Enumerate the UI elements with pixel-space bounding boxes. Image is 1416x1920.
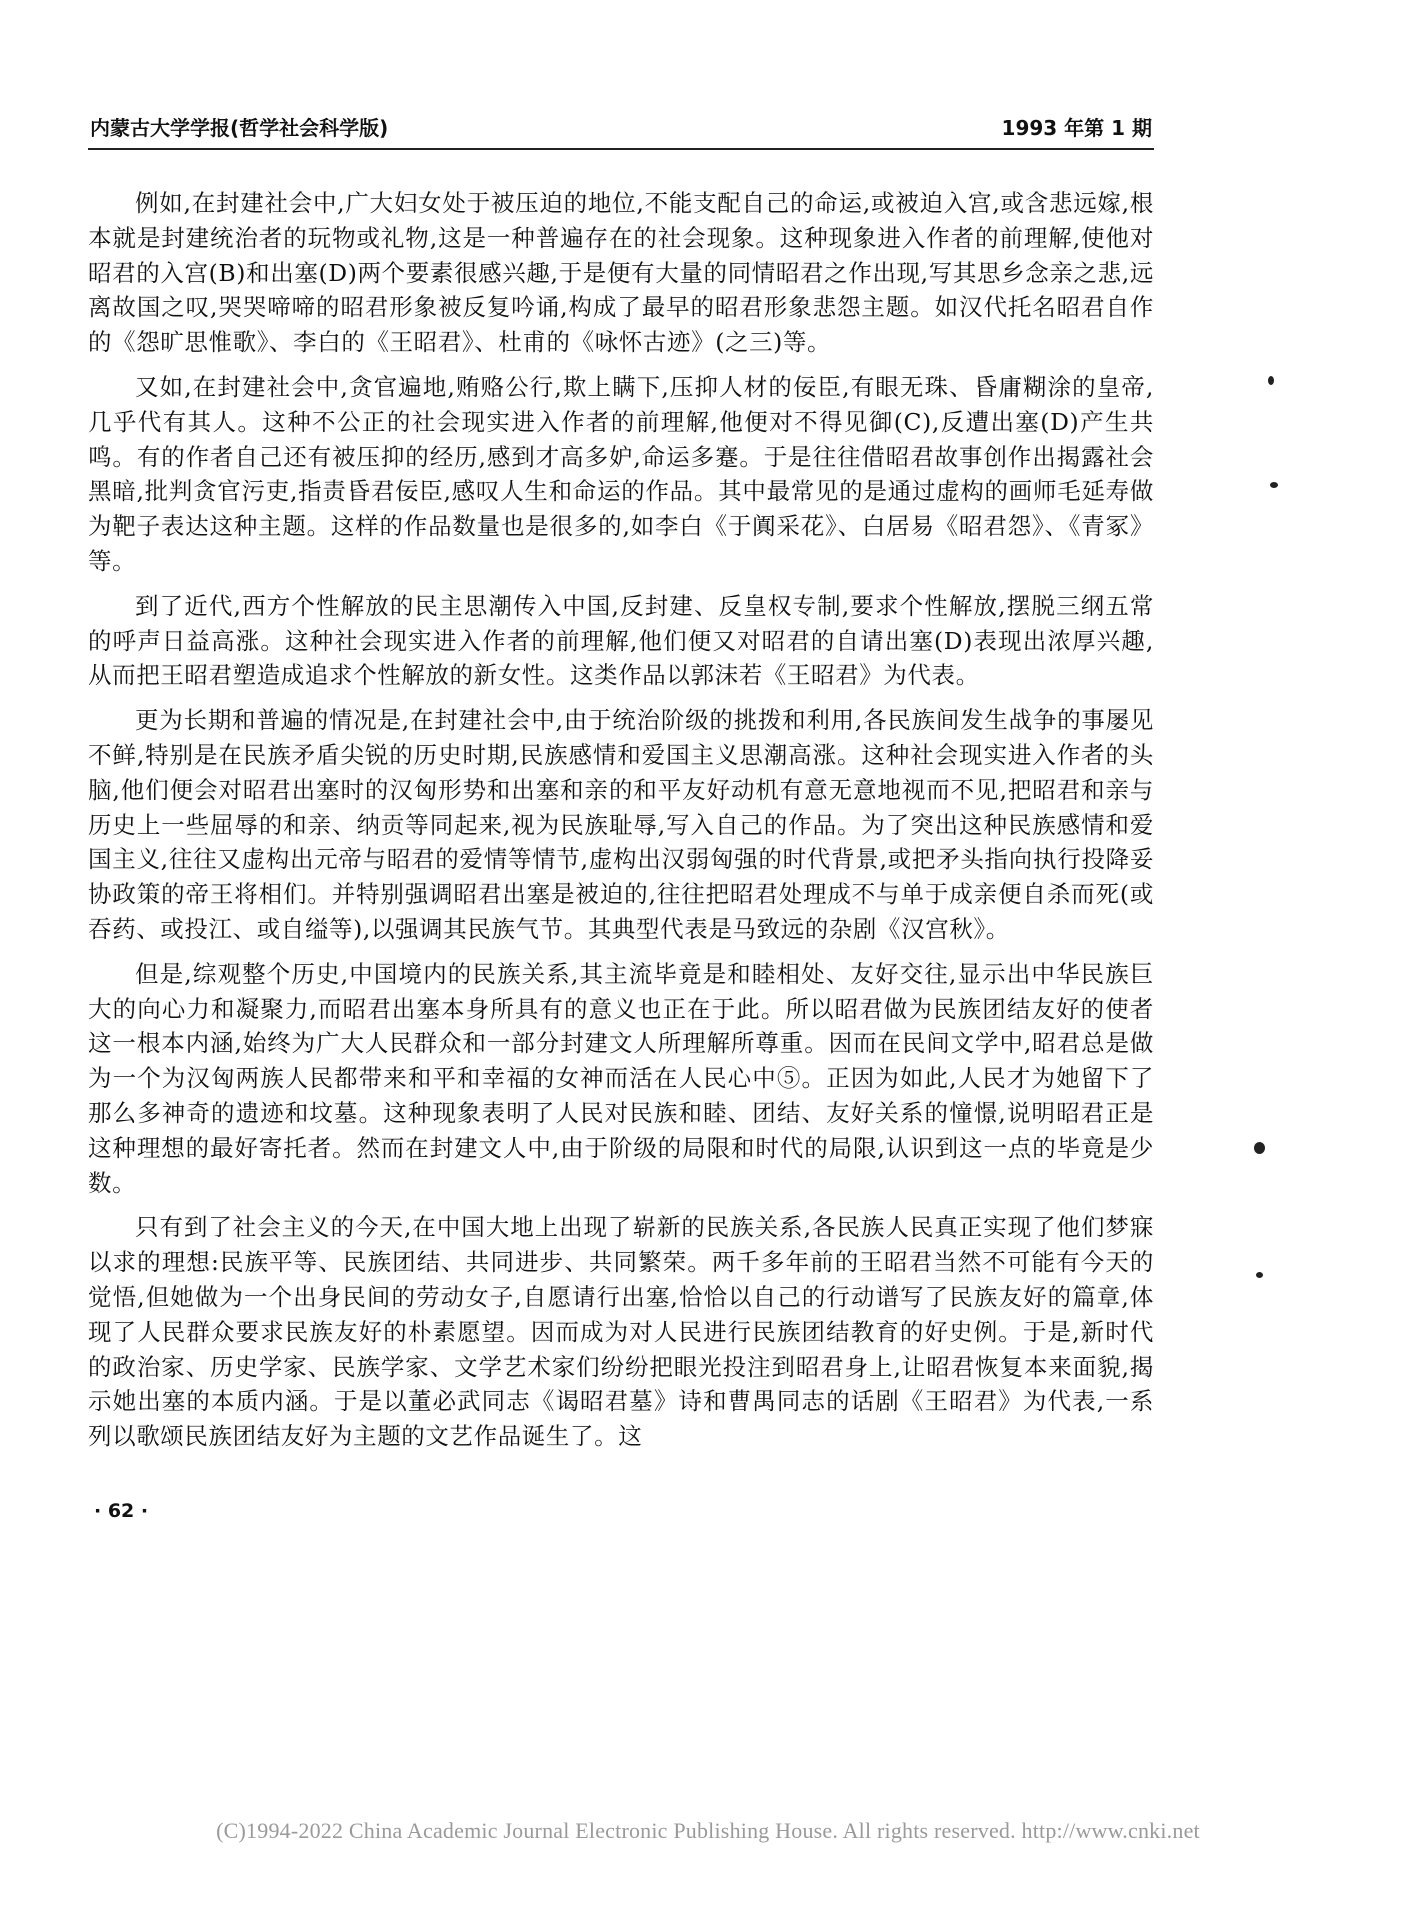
scan-speck xyxy=(1256,1272,1263,1278)
journal-title: 内蒙古大学学报(哲学社会科学版) xyxy=(90,116,389,140)
paragraph: 例如,在封建社会中,广大妇女处于被压迫的地位,不能支配自己的命运,或被迫入宫,或含悲远嫁,根本就是封建统治者的玩物或礼物,这是一种普遍存在的社会现象。这种现象进入作者的前理解,使他对昭君的入宫(B)和出塞(D)两个要素很感兴趣,于是便有大量的同情昭君之作出现,写其思乡念亲之悲,远离故国之叹,哭哭啼啼的昭君形象被反复吟诵,构成了最早的昭君形象悲怨主题。如汉代托名昭君自作的《怨旷思惟歌》、李白的《王昭君》、杜甫的《咏怀古迹》(之三)等。 xyxy=(88,189,1154,357)
paragraph: 更为长期和普遍的情况是,在封建社会中,由于统治阶级的挑拨和利用,各民族间发生战争的事屡见不鲜,特别是在民族矛盾尖锐的历史时期,民族感情和爱国主义思潮高涨。这种社会现实进入作者的头脑,他们便会对昭君出塞时的汉匈形势和出塞和亲的和平友好动机有意无意地视而不见,把昭君和亲与历史上一些屈辱的和亲、纳贡等同起来,视为民族耻辱,写入自己的作品。为了突出这种民族感情和爱国主义,往往又虚构出元帝与昭君的爱情等情节,虚构出汉弱匈强的时代背景,或把矛头指向执行投降妥协政策的帝王将相们。并特别强调昭君出塞是被迫的,往往把昭君处理成不与单于成亲便自杀而死(或吞药、或投江、或自缢等),以强调其民族气节。其典型代表是马致远的杂剧《汉宫秋》。 xyxy=(88,706,1154,943)
paragraph: 到了近代,西方个性解放的民主思潮传入中国,反封建、反皇权专制,要求个性解放,摆脱三纲五常的呼声日益高涨。这种社会现实进入作者的前理解,他们便又对昭君的自请出塞(D)表现出浓厚兴趣,从而把王昭君塑造成追求个性解放的新女性。这类作品以郭沫若《王昭君》为代表。 xyxy=(88,591,1154,690)
page-number: · 62 · xyxy=(94,1500,149,1522)
paragraph: 只有到了社会主义的今天,在中国大地上出现了崭新的民族关系,各民族人民真正实现了他们梦寐以求的理想:民族平等、民族团结、共同进步、共同繁荣。两千多年前的王昭君当然不可能有今天的觉悟,但她做为一个出身民间的劳动女子,自愿请行出塞,恰恰以自己的行动谱写了民族友好的篇章,体现了人民群众要求民族友好的朴素愿望。因而成为对人民进行民族团结教育的好史例。于是,新时代的政治家、历史学家、民族学家、文学艺术家们纷纷把眼光投注到昭君身上,让昭君恢复本来面貌,揭示她出塞的本质内涵。于是以董必武同志《谒昭君墓》诗和曹禺同志的话剧《王昭君》为代表,一系列以歌颂民族团结友好为主题的文艺作品诞生了。这 xyxy=(88,1213,1154,1451)
copyright-footer: (C)1994-2022 China Academic Journal Electronic Publishing House. All rights reserved. http://www.cnki.net xyxy=(216,1818,1200,1843)
scan-speck xyxy=(1254,1142,1265,1154)
header-rule xyxy=(88,148,1154,150)
article-body xyxy=(88,186,1154,1464)
paragraph: 但是,综观整个历史,中国境内的民族关系,其主流毕竟是和睦相处、友好交往,显示出中华民族巨大的向心力和凝聚力,而昭君出塞本身所具有的意义也正在于此。所以昭君做为民族团结友好的使者这一根本内涵,始终为广大人民群众和一部分封建文人所理解所尊重。因而在民间文学中,昭君总是做为一个为汉匈两族人民都带来和平和幸福的女神而活在人民心中⑤。正因为如此,人民才为她留下了那么多神奇的遗迹和坟墓。这种现象表明了人民对民族和睦、团结、友好关系的憧憬,说明昭君正是这种理想的最好寄托者。然而在封建文人中,由于阶级的局限和时代的局限,认识到这一点的毕竟是少数。 xyxy=(88,959,1154,1197)
scan-speck xyxy=(1270,482,1278,488)
issue-label: 1993 年第 1 期 xyxy=(1001,116,1152,140)
running-header xyxy=(90,112,1152,142)
scan-speck xyxy=(1268,376,1274,385)
paragraph: 又如,在封建社会中,贪官遍地,贿赂公行,欺上瞒下,压抑人材的佞臣,有眼无珠、昏庸糊涂的皇帝,几乎代有其人。这种不公正的社会现实进入作者的前理解,他便对不得见御(C),反遭出塞(D)产生共鸣。有的作者自己还有被压抑的经历,感到才高多妒,命运多蹇。于是往往借昭君故事创作出揭露社会黑暗,批判贪官污吏,指责昏君佞臣,感叹人生和命运的作品。其中最常见的是通过虚构的画师毛延寿做为靶子表达这种主题。这样的作品数量也是很多的,如李白《于阗采花》、白居易《昭君怨》、《青冢》等。 xyxy=(88,372,1154,575)
